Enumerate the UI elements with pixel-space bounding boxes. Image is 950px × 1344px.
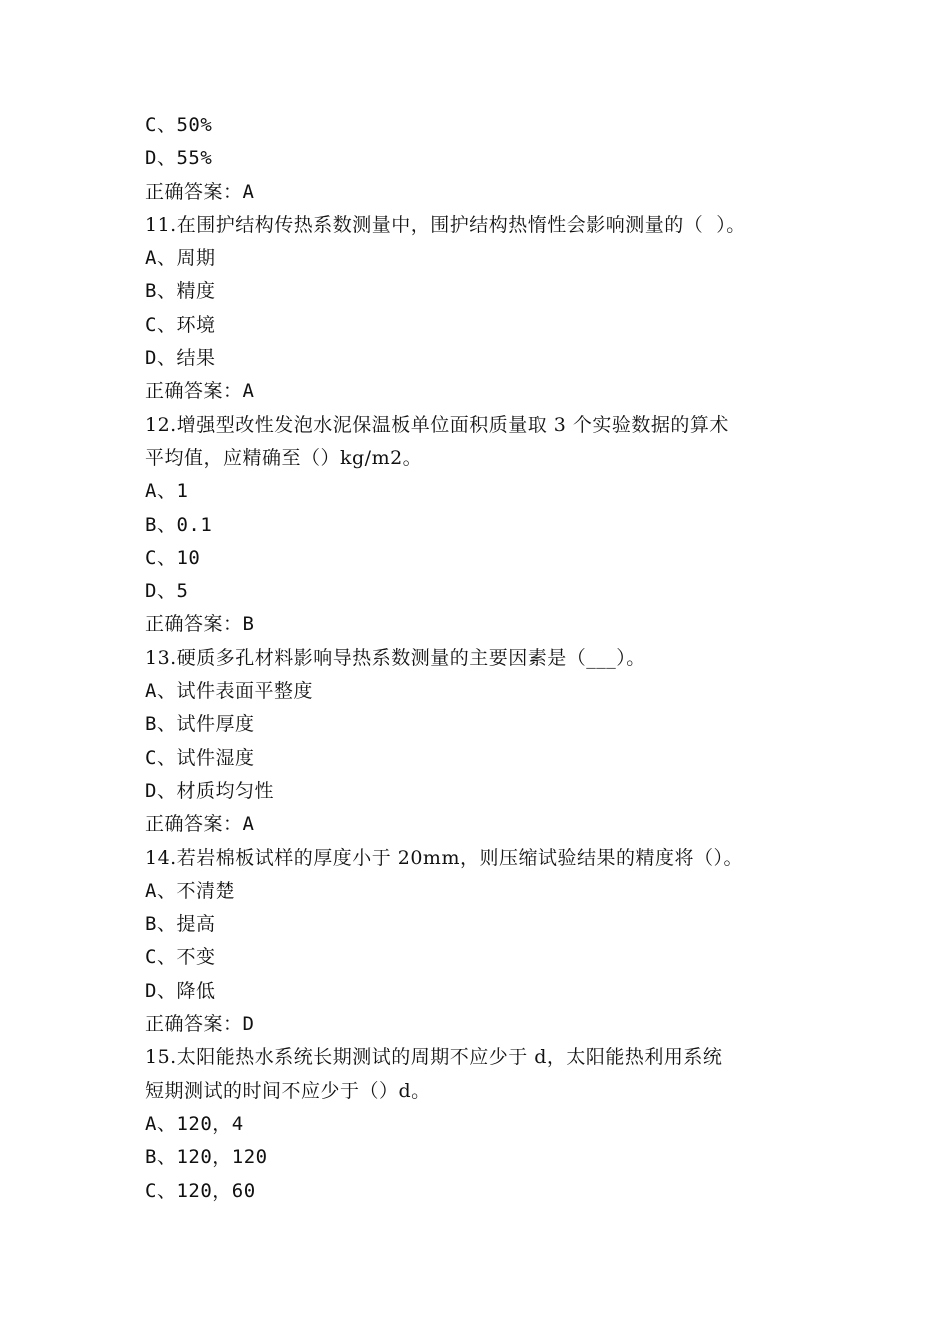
question-line: 13.硬质多孔材料影响导热系数测量的主要因素是（___）。 xyxy=(145,646,646,669)
option-line: B、试件厚度 xyxy=(145,713,255,736)
answer-line: 正确答案：A xyxy=(145,813,255,836)
answer-line: 正确答案：A xyxy=(145,380,255,403)
option-line: C、不变 xyxy=(145,946,216,969)
option-line: D、结果 xyxy=(145,347,216,370)
question-line: 15.太阳能热水系统长期测试的周期不应少于 d，太阳能热利用系统 xyxy=(145,1046,723,1069)
answer-line: 正确答案：B xyxy=(145,613,255,636)
option-line: B、精度 xyxy=(145,280,216,303)
option-line: B、120，120 xyxy=(145,1146,268,1169)
question-line: 14.若岩棉板试样的厚度小于 20mm，则压缩试验结果的精度将（）。 xyxy=(145,846,743,869)
question-line: 11.在围护结构传热系数测量中，围护结构热惰性会影响测量的（ ）。 xyxy=(145,213,746,236)
option-line: C、试件湿度 xyxy=(145,746,255,769)
option-line: A、试件表面平整度 xyxy=(145,680,313,703)
option-line: C、10 xyxy=(145,546,201,569)
option-line: D、材质均匀性 xyxy=(145,779,274,802)
question-line: 12.增强型改性发泡水泥保温板单位面积质量取 3 个实验数据的算术 xyxy=(145,413,729,436)
question-line: 平均值，应精确至（）kg/m2。 xyxy=(145,446,423,469)
option-line: C、环境 xyxy=(145,313,216,336)
answer-line: 正确答案：A xyxy=(145,180,255,203)
answer-line: 正确答案：D xyxy=(145,1013,255,1036)
document-content xyxy=(145,109,845,1208)
option-line: C、50% xyxy=(145,114,213,136)
option-line: B、0.1 xyxy=(145,513,213,536)
option-line: A、1 xyxy=(145,480,189,503)
option-line: D、5 xyxy=(145,580,189,603)
option-line: A、周期 xyxy=(145,247,216,270)
option-line: D、降低 xyxy=(145,979,216,1002)
option-line: D、55% xyxy=(145,147,213,170)
option-line: C、120，60 xyxy=(145,1179,256,1202)
option-line: B、提高 xyxy=(145,913,216,936)
option-line: A、不清楚 xyxy=(145,879,235,902)
option-line: A、120，4 xyxy=(145,1112,244,1135)
question-line: 短期测试的时间不应少于（）d。 xyxy=(145,1079,431,1102)
